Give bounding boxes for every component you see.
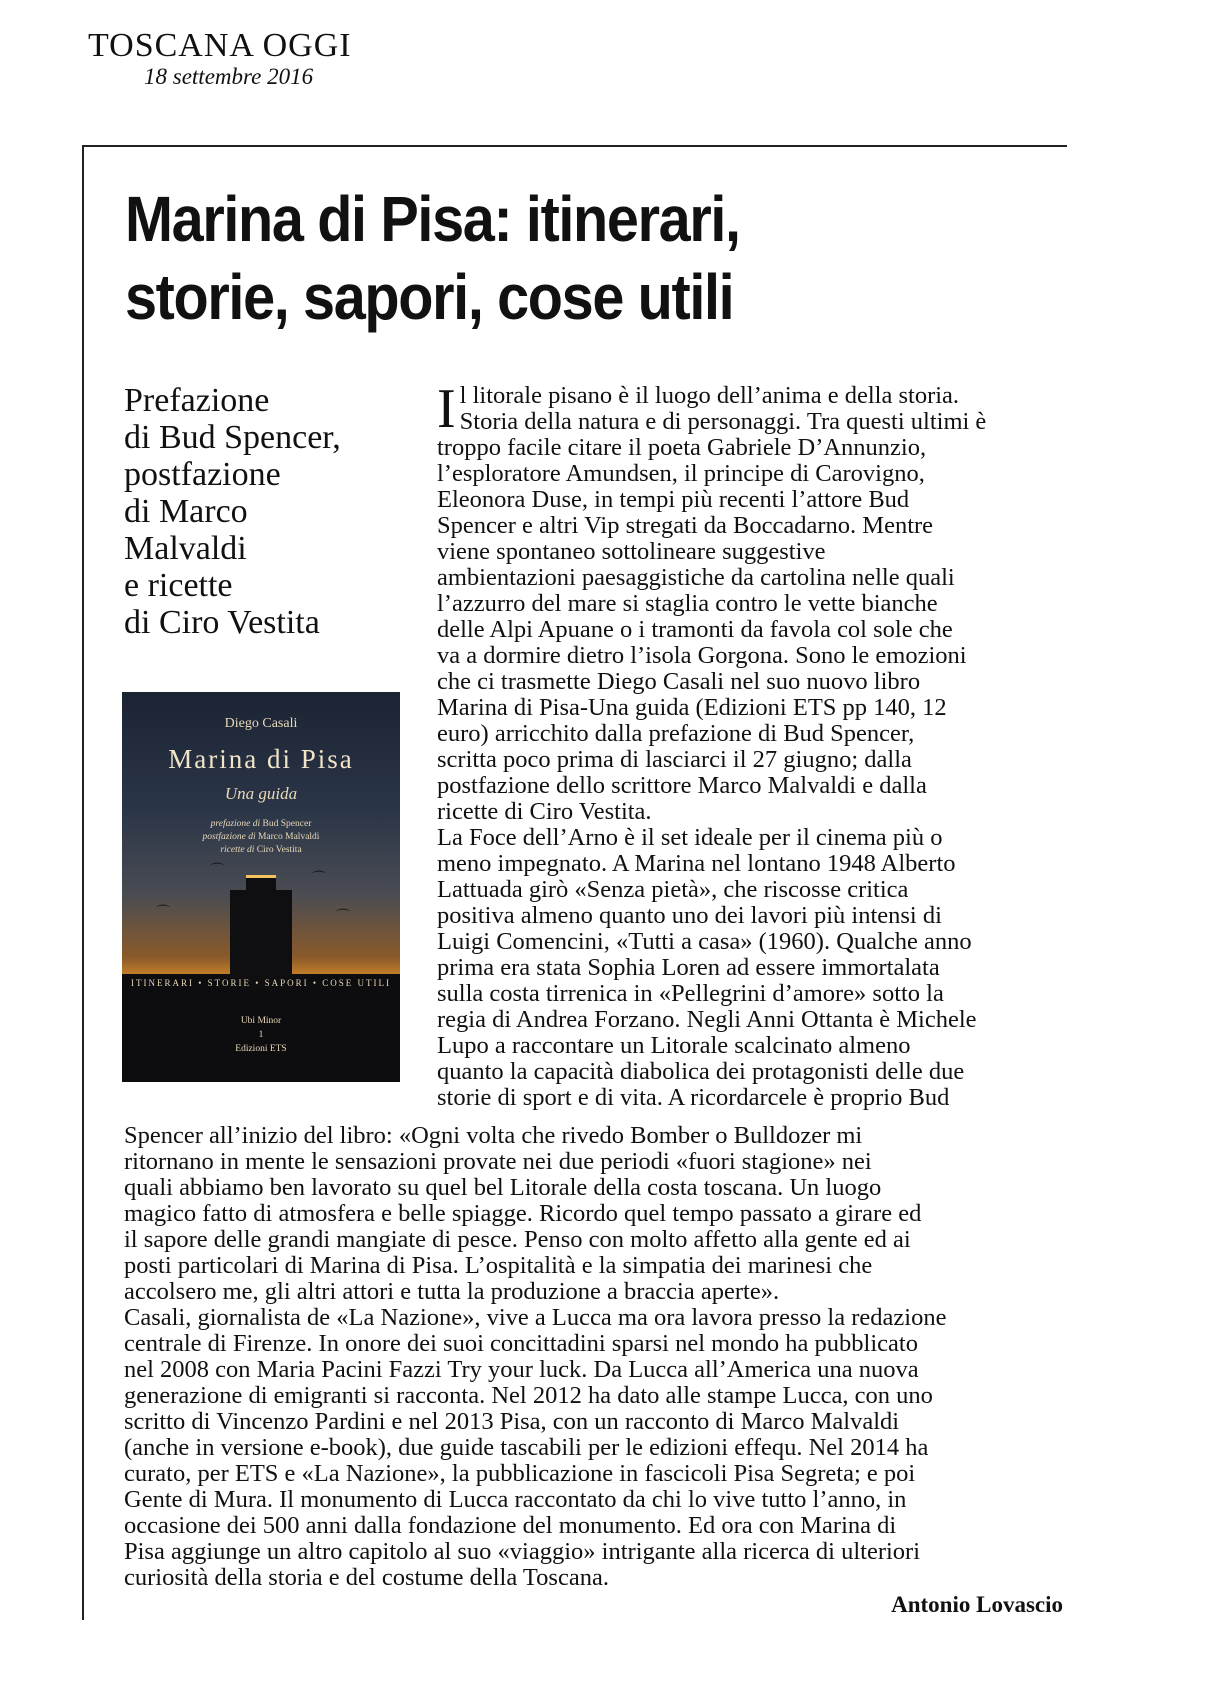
text-line: Casali, giornalista de «La Nazione», vive a Lucca ma ora lavora presso la redazione <box>124 1304 947 1331</box>
cover-number: 1 <box>258 1030 264 1040</box>
text-line: Spencer all’inizio del libro: «Ogni volta che rivedo Bomber o Bulldozer mi <box>124 1122 863 1149</box>
text-line: euro) arricchito dalla prefazione di Bud Spencer, <box>437 720 915 747</box>
cover-gull-icon: ⌒ <box>156 905 170 921</box>
subhead-line: Prefazione <box>124 382 270 419</box>
subhead-line: di Marco <box>124 493 248 530</box>
text-line: Storia della natura e di personaggi. Tra questi ultimi è <box>459 408 987 435</box>
author-signature: Antonio Lovascio <box>891 1592 1063 1617</box>
text-line: ricette di Ciro Vestita. <box>437 798 652 825</box>
text-line: Marina di Pisa-Una guida (Edizioni ETS pp 140, 12 <box>437 694 947 721</box>
article-body-column <box>437 378 1077 1111</box>
cover-credit-label: postfazione di <box>202 832 256 842</box>
text-line: positiva almeno quanto uno dei lavori più intensi di <box>437 902 942 929</box>
drop-cap: I <box>437 378 456 440</box>
text-line: va a dormire dietro l’isola Gorgona. Sono le emozioni <box>437 642 967 669</box>
cover-gull-icon: ⌒ <box>312 871 326 887</box>
subhead-line: e ricette <box>124 567 233 604</box>
text-line: occasione dei 500 anni dalla fondazione del monumento. Ed ora con Marina di <box>124 1512 897 1539</box>
text-line: scritta poco prima di lasciarci il 27 giugno; dalla <box>437 746 912 773</box>
text-line: meno impegnato. A Marina nel lontano 1948 Alberto <box>437 850 956 877</box>
article-wide-lines <box>124 1123 1077 1591</box>
headline-line: Marina di Pisa: itinerari, <box>125 183 740 255</box>
cover-lighthouse <box>230 890 292 990</box>
text-line: l’azzurro del mare si staglia contro le vette bianche <box>437 590 938 617</box>
text-line: (anche in versione e-book), due guide tascabili per le edizioni effequ. Nel 2014 ha <box>124 1434 929 1461</box>
subhead-line: Malvaldi <box>124 530 247 567</box>
text-line: troppo facile citare il poeta Gabriele D’Annunzio, <box>437 434 927 461</box>
subhead-line: di Ciro Vestita <box>124 604 320 641</box>
text-line: posti particolari di Marina di Pisa. L’ospitalità e la simpatia dei marinesi che <box>124 1252 873 1279</box>
cover-series: ITINERARI • STORIE • SAPORI • COSE UTILI <box>130 978 392 988</box>
text-line: che ci trasmette Diego Casali nel suo nuovo libro <box>437 668 921 695</box>
text-line: curiosità della storia e del costume della Toscana. <box>124 1564 609 1591</box>
article-right-lines <box>437 378 1077 1111</box>
cover-author: Diego Casali <box>224 716 298 731</box>
text-line: scritto di Vincenzo Pardini e nel 2013 Pisa, con un racconto di Marco Malvaldi <box>124 1408 900 1435</box>
cover-credit-label: ricette di <box>220 845 255 855</box>
article-headline <box>125 180 935 336</box>
text-line: Pisa aggiunge un altro capitolo al suo «viaggio» intrigante alla ricerca di ulteriori <box>124 1538 921 1565</box>
article-body-wide <box>124 1123 1077 1591</box>
cover-credit-name: Marco Malvaldi <box>257 832 320 842</box>
masthead <box>88 28 352 90</box>
cover-imprint <box>122 1014 400 1056</box>
cover-credit-label: prefazione di <box>210 819 261 829</box>
text-line: Lupo a raccontare un Litorale scalcinato almeno <box>437 1032 911 1059</box>
cover-publisher: Edizioni ETS <box>235 1044 287 1054</box>
cover-credits <box>122 818 400 857</box>
text-line: ambientazioni paesaggistiche da cartolina nelle quali <box>437 564 955 591</box>
cover-credit-name: Bud Spencer <box>262 819 312 829</box>
publication-date: 18 settembre 2016 <box>144 64 314 89</box>
text-line: centrale di Firenze. In onore dei suoi concittadini sparsi nel mondo ha pubblicato <box>124 1330 918 1357</box>
cover-gull-icon: ⌒ <box>210 863 224 879</box>
text-line: ritornano in mente le sensazioni provate nei due periodi «fuori stagione» nei <box>124 1148 872 1175</box>
cover-subtitle: Una guida <box>224 784 298 803</box>
cover-credit-name: Ciro Vestita <box>256 845 302 855</box>
text-line: generazione di emigranti si racconta. Nel 2012 ha dato alle stampe Lucca, con uno <box>124 1382 933 1409</box>
text-line: postfazione dello scrittore Marco Malvaldi e dalla <box>437 772 927 799</box>
text-line: magico fatto di atmosfera e belle spiagge. Ricordo quel tempo passato a girare ed <box>124 1200 922 1227</box>
cover-collection: Ubi Minor <box>240 1016 282 1026</box>
text-line: prima era stata Sophia Loren ad essere immortalata <box>437 954 940 981</box>
frame-top-rule <box>82 145 1067 147</box>
text-line: l litorale pisano è il luogo dell’anima e della storia. <box>459 382 960 409</box>
subhead-line: di Bud Spencer, <box>124 419 341 456</box>
text-line: Luigi Comencini, «Tutti a casa» (1960). Qualche anno <box>437 928 972 955</box>
text-line: Gente di Mura. Il monumento di Lucca raccontato da chi lo vive tutto l’anno, in <box>124 1486 907 1513</box>
text-line: regia di Andrea Forzano. Negli Anni Ottanta è Michele <box>437 1006 977 1033</box>
text-line: quali abbiamo ben lavorato su quel bel Litorale della costa toscana. Un luogo <box>124 1174 882 1201</box>
text-line: Spencer e altri Vip stregati da Boccadarno. Mentre <box>437 512 934 539</box>
text-line: Eleonora Duse, in tempi più recenti l’attore Bud <box>437 486 910 513</box>
subhead-line: postfazione <box>124 456 281 493</box>
book-cover-image <box>122 692 400 1082</box>
text-line: curato, per ETS e «La Nazione», la pubblicazione in fascicoli Pisa Segreta; e poi <box>124 1460 916 1487</box>
text-line: La Foce dell’Arno è il set ideale per il cinema più o <box>437 824 943 851</box>
text-line: nel 2008 con Maria Pacini Fazzi Try your luck. Da Lucca all’America una nuova <box>124 1356 919 1383</box>
text-line: il sapore delle grandi mangiate di pesce. Penso con molto affetto alla gente ed ai <box>124 1226 911 1253</box>
text-line: viene spontaneo sottolineare suggestive <box>437 538 826 565</box>
text-line: l’esploratore Amundsen, il principe di Carovigno, <box>437 460 925 487</box>
text-line: delle Alpi Apuane o i tramonti da favola col sole che <box>437 616 953 643</box>
frame-left-rule <box>82 145 84 1620</box>
headline-line: storie, sapori, cose utili <box>125 261 734 333</box>
article-subhead <box>124 382 414 641</box>
text-line: accolsero me, gli altri attori e tutta la produzione a braccia aperte». <box>124 1278 780 1305</box>
text-line: Lattuada girò «Senza pietà», che riscosse critica <box>437 876 909 903</box>
cover-gull-icon: ⌒ <box>336 909 350 925</box>
text-line: sulla costa tirrenica in «Pellegrini d’amore» sotto la <box>437 980 944 1007</box>
text-line: quanto la capacità diabolica dei protagonisti delle due <box>437 1058 965 1085</box>
text-line: storie di sport e di vita. A ricordarcele è proprio Bud <box>437 1084 950 1111</box>
cover-lighthouse-lantern <box>246 875 276 896</box>
publication-name: TOSCANA OGGI <box>88 27 352 64</box>
cover-title: Marina di Pisa <box>168 744 354 774</box>
